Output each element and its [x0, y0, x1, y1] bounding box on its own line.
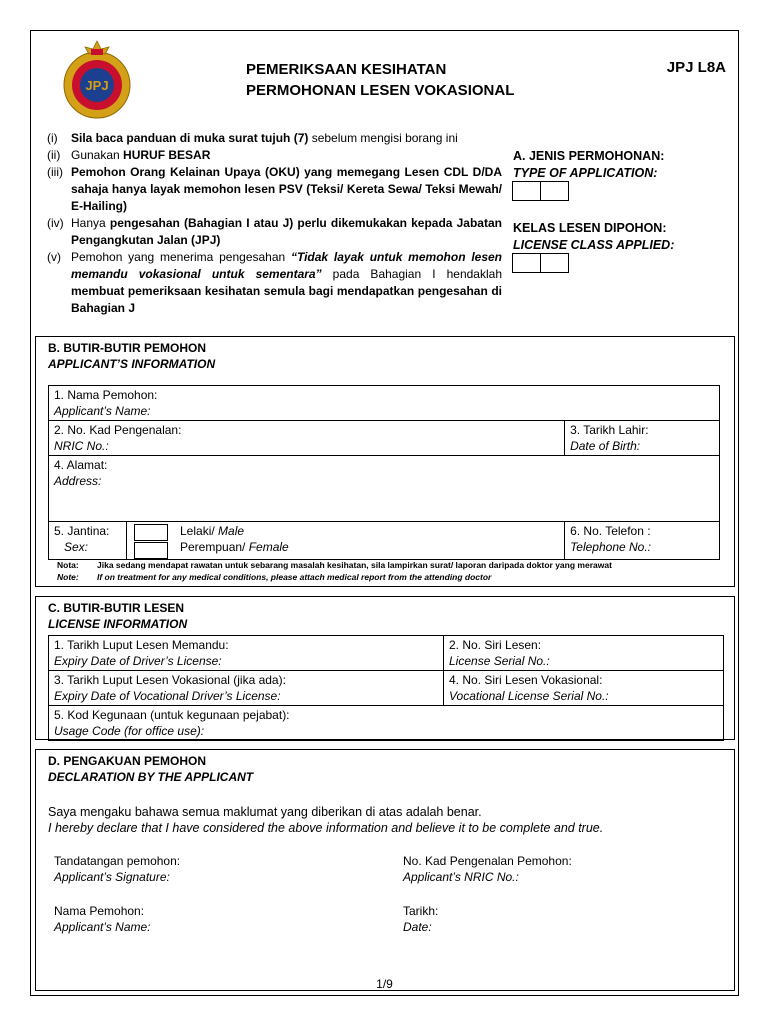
instruction-number: (iv): [47, 216, 64, 230]
declarant-name-label: Nama Pemohon:: [54, 904, 145, 918]
declarant-nric-label: No. Kad Pengenalan Pemohon:: [403, 854, 572, 868]
male-checkbox[interactable]: [134, 524, 168, 541]
form-code: JPJ L8A: [666, 59, 726, 76]
instruction-item: [47, 130, 502, 147]
section-d: [35, 749, 735, 991]
date-field[interactable]: [403, 903, 438, 935]
signature-field[interactable]: [54, 853, 180, 885]
sex-options-cell: [127, 522, 565, 560]
instruction-text-part: HURUF BESAR: [123, 148, 211, 162]
instruction-text-part: Sila baca panduan di muka surat tujuh (7): [71, 131, 309, 145]
instruction-text-part: Gunakan: [71, 148, 124, 162]
license-expiry-label: 1. Tarikh Luput Lesen Memandu:: [54, 638, 229, 652]
dob-field[interactable]: [565, 421, 720, 456]
medical-note-ms: [57, 559, 612, 571]
declarant-nric-label-en: Applicant’s NRIC No.:: [403, 870, 519, 884]
medical-note: [57, 559, 612, 583]
application-type-box-2[interactable]: [540, 181, 569, 201]
declarant-name-label-en: Applicant’s Name:: [54, 920, 151, 934]
female-option: [180, 539, 289, 555]
applicant-name-field[interactable]: [49, 386, 720, 421]
application-type-box-1[interactable]: [512, 181, 541, 201]
application-type-boxes: [512, 181, 568, 201]
instruction-text-part: “Tidak layak untuk memohon lesen memandu vokasional untuk sementara”: [71, 250, 502, 281]
instruction-number: (iii): [47, 165, 63, 179]
instruction-text-part: Hanya: [71, 216, 110, 230]
instructions-list: [47, 130, 502, 317]
jpj-logo: [57, 39, 137, 121]
section-d-title-en: DECLARATION BY THE APPLICANT: [48, 770, 254, 784]
section-b-heading: [48, 340, 215, 372]
license-info-table: [48, 635, 724, 741]
phone-field[interactable]: [565, 522, 720, 560]
instruction-text-part: sebelum mengisi borang ini: [308, 131, 458, 145]
note-label-en: Note:: [57, 572, 79, 582]
instruction-item: [47, 215, 502, 249]
section-d-heading: [48, 753, 253, 785]
instruction-text: [71, 215, 502, 249]
instruction-item: [47, 249, 502, 317]
instruction-text: [71, 130, 502, 147]
instruction-text-part: Pemohon yang menerima pengesahan: [71, 250, 291, 264]
vocational-serial-field[interactable]: [444, 671, 724, 706]
section-c-title-en: LICENSE INFORMATION: [48, 617, 188, 631]
section-b: [35, 336, 735, 587]
declaration-text-en: I hereby declare that I have considered the above information and believe it to be complete and true.: [48, 821, 604, 835]
vocational-expiry-label-en: Expiry Date of Vocational Driver’s License:: [54, 689, 281, 703]
declarant-nric-field[interactable]: [403, 853, 572, 885]
title-line-2: PERMOHONAN LESEN VOKASIONAL: [246, 82, 515, 99]
female-checkbox[interactable]: [134, 542, 168, 559]
form-page: [30, 30, 739, 996]
section-b-title-en: APPLICANT’S INFORMATION: [48, 357, 216, 371]
note-label: Nota:: [57, 560, 79, 570]
usage-code-label-en: Usage Code (for office use):: [54, 724, 205, 738]
instruction-text-part: Pemohon Orang Kelainan Upaya (OKU) yang memegang Lesen CDL D/DA sahaja hanya layak memohon lesen PSV (Teksi/ Kereta Sewa/ Teksi Mewah/ E-Hailing): [71, 165, 502, 213]
instruction-text-part: membuat pemeriksaan kesihatan semula bagi mendapatkan pengesahan di Bahagian J: [71, 284, 502, 315]
license-expiry-label-en: Expiry Date of Driver’s License:: [54, 654, 222, 668]
male-label: Lelaki/: [180, 524, 219, 538]
instruction-text: [71, 164, 502, 215]
section-a: [513, 148, 664, 182]
instruction-text: [71, 249, 502, 317]
dob-label: 3. Tarikh Lahir:: [570, 423, 649, 437]
section-b-title: B. BUTIR-BUTIR PEMOHON: [48, 341, 206, 355]
nric-field[interactable]: [49, 421, 565, 456]
instruction-text-part: pengesahan (Bahagian I atau J) perlu dikemukakan kepada Jabatan Pengangkutan Jalan (JPJ): [71, 216, 502, 247]
sex-label: 5. Jantina:: [54, 524, 110, 538]
phone-label-en: Telephone No.:: [570, 540, 652, 554]
page-number: 1/9: [376, 977, 393, 991]
application-type-title-en: TYPE OF APPLICATION:: [513, 166, 658, 180]
address-field[interactable]: [49, 456, 720, 522]
male-option: [180, 523, 289, 539]
instruction-text-part: pada Bahagian I hendaklah: [321, 267, 502, 281]
license-expiry-field[interactable]: [49, 636, 444, 671]
license-class-heading: [513, 220, 674, 254]
section-c: [35, 596, 735, 740]
nric-label-en: NRIC No.:: [54, 439, 109, 453]
license-serial-field[interactable]: [444, 636, 724, 671]
license-class-boxes: [512, 253, 568, 273]
dob-label-en: Date of Birth:: [570, 439, 641, 453]
usage-code-label: 5. Kod Kegunaan (untuk kegunaan pejabat):: [54, 708, 290, 722]
instruction-item: [47, 164, 502, 215]
declaration-text: Saya mengaku bahawa semua maklumat yang diberikan di atas adalah benar.: [48, 805, 482, 819]
title-line-1: PEMERIKSAAN KESIHATAN: [246, 61, 447, 78]
applicant-name-label-en: Applicant’s Name:: [54, 404, 151, 418]
section-d-title: D. PENGAKUAN PEMOHON: [48, 754, 207, 768]
license-class-box-2[interactable]: [540, 253, 569, 273]
vocational-expiry-label: 3. Tarikh Luput Lesen Vokasional (jika ada):: [54, 673, 286, 687]
section-c-heading: [48, 600, 187, 632]
instruction-number: (v): [47, 250, 61, 264]
declaration-statement: [48, 804, 603, 836]
license-class-title: KELAS LESEN DIPOHON:: [513, 221, 667, 235]
form-title: [246, 59, 514, 101]
female-label: Perempuan/: [180, 540, 249, 554]
license-class-title-en: LICENSE CLASS APPLIED:: [513, 238, 675, 252]
vocational-serial-label-en: Vocational License Serial No.:: [449, 689, 609, 703]
signature-label-en: Applicant’s Signature:: [54, 870, 170, 884]
medical-note-en: [57, 571, 612, 583]
signature-label: Tandatangan pemohon:: [54, 854, 181, 868]
license-class-box-1[interactable]: [512, 253, 541, 273]
phone-label: 6. No. Telefon :: [570, 524, 651, 538]
instruction-item: [47, 147, 502, 164]
jpj-crest-icon: [57, 39, 137, 121]
vocational-serial-label: 4. No. Siri Lesen Vokasional:: [449, 673, 603, 687]
declarant-name-field[interactable]: [54, 903, 151, 935]
male-label-en: Male: [218, 524, 245, 538]
sex-label-cell: [49, 522, 127, 560]
note-text-en: If on treatment for any medical conditions, please attach medical report from the attending doctor: [97, 572, 492, 582]
instruction-number: (ii): [47, 148, 61, 162]
logo-text: JPJ: [85, 78, 109, 93]
address-label-en: Address:: [54, 474, 102, 488]
usage-code-field[interactable]: [49, 706, 724, 741]
application-type-title: A. JENIS PERMOHONAN:: [513, 149, 665, 163]
female-label-en: Female: [248, 540, 289, 554]
address-label: 4. Alamat:: [54, 458, 108, 472]
vocational-expiry-field[interactable]: [49, 671, 444, 706]
instruction-text: [71, 147, 502, 164]
applicant-info-table: [48, 385, 720, 560]
date-label: Tarikh:: [403, 904, 439, 918]
instruction-number: (i): [47, 131, 58, 145]
sex-label-en: Sex:: [64, 540, 89, 554]
applicant-name-label: 1. Nama Pemohon:: [54, 388, 158, 402]
section-c-title: C. BUTIR-BUTIR LESEN: [48, 601, 184, 615]
nric-label: 2. No. Kad Pengenalan:: [54, 423, 182, 437]
date-label-en: Date:: [403, 920, 432, 934]
license-serial-label-en: License Serial No.:: [449, 654, 550, 668]
note-text: Jika sedang mendapat rawatan untuk sebarang masalah kesihatan, sila lampirkan surat/ laporan daripada doktor yang merawat: [97, 560, 612, 570]
license-serial-label: 2. No. Siri Lesen:: [449, 638, 542, 652]
